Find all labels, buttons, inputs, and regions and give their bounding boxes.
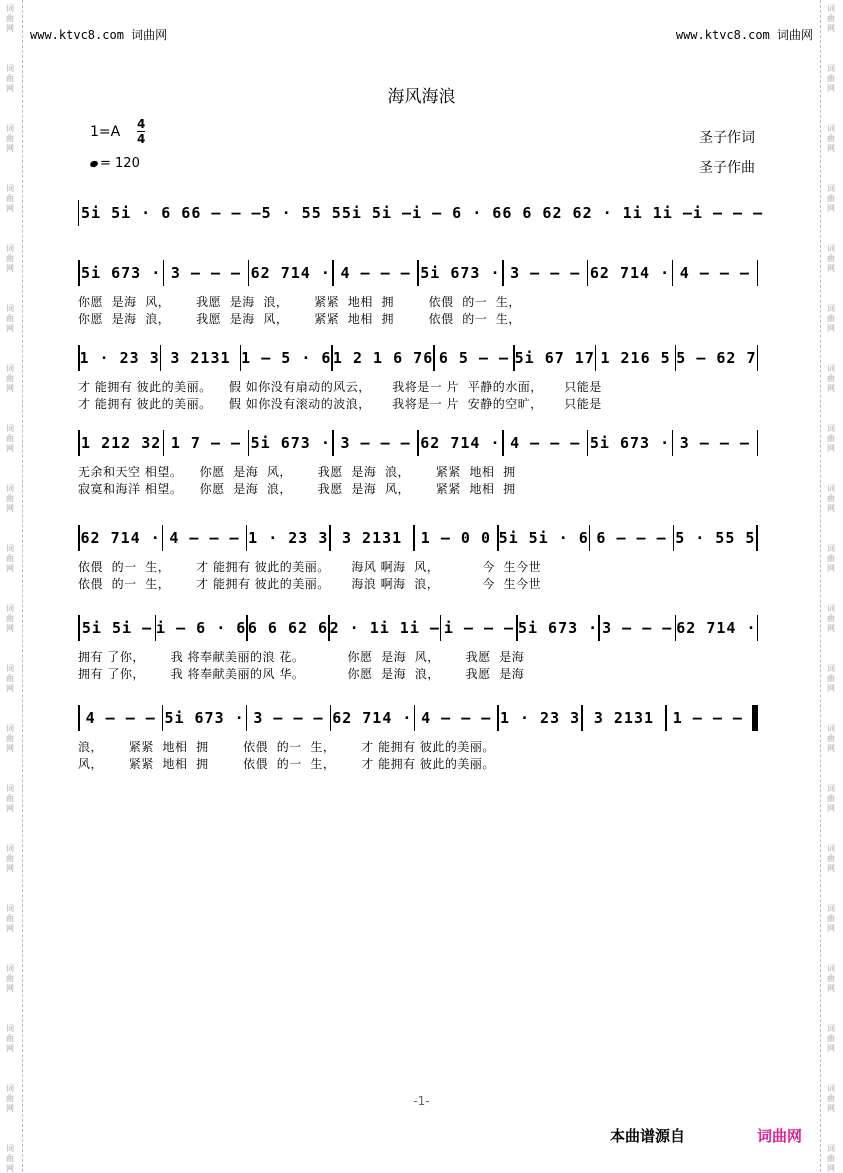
- watermark-char: 曲: [6, 14, 14, 23]
- watermark-char: 曲: [6, 614, 14, 623]
- measure: 5i 673 ·: [164, 709, 245, 727]
- watermark-char: 网: [827, 144, 835, 153]
- watermark-char: 曲: [6, 1034, 14, 1043]
- barline: [757, 615, 759, 641]
- watermark-char: 词: [6, 844, 14, 853]
- watermark-char: 网: [6, 1164, 14, 1173]
- watermark-char: 词: [827, 1024, 835, 1033]
- barline: [756, 525, 758, 551]
- watermark-char: 网: [6, 684, 14, 693]
- watermark-char: 词: [6, 244, 14, 253]
- watermark-char: 词: [6, 1084, 14, 1093]
- measure: 5i 5i —: [341, 204, 413, 222]
- measure: 5i 673 ·: [517, 619, 599, 637]
- lyric-line-verse-2: 依偎 的一 生， 才 能拥有 彼此的美丽。 海浪 啊海 浪， 今 生今世: [78, 577, 542, 591]
- watermark-char: 词: [827, 604, 835, 613]
- watermark-char: 曲: [6, 674, 14, 683]
- watermark-char: 网: [6, 264, 14, 273]
- measure: 62 714 ·: [420, 434, 501, 452]
- watermark-char: 网: [827, 264, 835, 273]
- composer-credit: 圣子作曲: [699, 160, 755, 176]
- watermark-char: 词: [6, 124, 14, 133]
- measure: i — — —: [443, 619, 515, 637]
- lyric-line-verse-1: 浪， 紧紧 地相 拥 依偎 的一 生， 才 能拥有 彼此的美丽。: [78, 740, 495, 754]
- measure: 3 — — —: [510, 264, 581, 282]
- watermark-char: 词: [6, 904, 14, 913]
- measure: 62 714 ·: [676, 619, 757, 637]
- watermark-char: 网: [6, 144, 14, 153]
- watermark-char: 曲: [6, 974, 14, 983]
- watermark-char: 曲: [6, 314, 14, 323]
- watermark-char: 词: [6, 544, 14, 553]
- measure: 1 · 23 3: [499, 709, 581, 727]
- watermark-char: 词: [6, 4, 14, 13]
- watermark-char: 曲: [6, 434, 14, 443]
- watermark-char: 曲: [827, 1154, 835, 1163]
- measure: 4 — — —: [679, 264, 750, 282]
- measure: 5i 5i —: [81, 619, 153, 637]
- watermark-char: 网: [6, 1044, 14, 1053]
- measure: 1 2 1 6 76: [332, 349, 434, 367]
- watermark-char: 网: [6, 504, 14, 513]
- measure: 5 · 55 5: [675, 529, 756, 547]
- watermark-char: 词: [827, 484, 835, 493]
- watermark-char: 网: [6, 384, 14, 393]
- watermark-char: 网: [827, 1044, 835, 1053]
- lyric-line-verse-1: 依偎 的一 生， 才 能拥有 彼此的美丽。 海风 啊海 风， 今 生今世: [78, 560, 542, 574]
- time-sig-top: 4: [137, 117, 146, 131]
- lyric-line-verse-1: 拥有 了你， 我 将奉献美丽的浪 花。 你愿 是海 风， 我愿 是海: [78, 650, 525, 664]
- watermark-char: 网: [827, 864, 835, 873]
- watermark-char: 曲: [827, 674, 835, 683]
- watermark-char: 网: [827, 84, 835, 93]
- measure: 1 — 5 · 6: [241, 349, 332, 367]
- measure: 5i 5i · 6: [498, 529, 589, 547]
- measure: 6 6 62 6: [247, 619, 329, 637]
- watermark-char: 网: [827, 1104, 835, 1113]
- measure: 5i 673 ·: [420, 264, 501, 282]
- measure: i — — —: [692, 204, 764, 222]
- watermark-char: 词: [827, 664, 835, 673]
- watermark-char: 网: [827, 804, 835, 813]
- watermark-char: 曲: [827, 134, 835, 143]
- measure: 3 — — —: [679, 434, 750, 452]
- page-number: -1-: [413, 1094, 430, 1108]
- measure: 2 · 1i 1i —: [329, 619, 440, 637]
- final-barline: [752, 705, 758, 731]
- watermark-char: 词: [6, 664, 14, 673]
- site-url-left[interactable]: www.ktvc8.com 词曲网: [30, 28, 168, 42]
- key-signature: 1=A: [90, 124, 121, 140]
- watermark-char: 曲: [827, 614, 835, 623]
- watermark-char: 词: [827, 904, 835, 913]
- watermark-char: 曲: [6, 554, 14, 563]
- time-signature: [137, 117, 145, 146]
- measure: 5 — 62 7: [676, 349, 757, 367]
- barline: [757, 260, 759, 286]
- watermark-char: 曲: [6, 1154, 14, 1163]
- watermark-char: 曲: [827, 434, 835, 443]
- watermark-char: 网: [6, 804, 14, 813]
- measure: 3 — — —: [602, 619, 673, 637]
- watermark-char: 网: [6, 444, 14, 453]
- lyricist-credit: 圣子作词: [699, 130, 755, 146]
- measure: 62 714 ·: [589, 264, 671, 282]
- measure: 62 714 ·: [250, 264, 331, 282]
- tempo-value: = 120: [100, 156, 140, 171]
- watermark-column-right: [820, 0, 843, 1172]
- watermark-char: 词: [827, 244, 835, 253]
- watermark-char: 曲: [6, 194, 14, 203]
- measure: 62 714 ·: [80, 529, 161, 547]
- watermark-char: 词: [6, 364, 14, 373]
- measure: 4 — — —: [340, 264, 411, 282]
- watermark-char: 网: [6, 744, 14, 753]
- watermark-column-left: [0, 0, 23, 1172]
- watermark-char: 曲: [827, 734, 835, 743]
- source-label: 本曲谱源自: [610, 1127, 686, 1145]
- watermark-char: 词: [827, 184, 835, 193]
- watermark-char: 曲: [6, 74, 14, 83]
- watermark-char: 网: [6, 564, 14, 573]
- watermark-char: 曲: [6, 494, 14, 503]
- watermark-char: 曲: [827, 1094, 835, 1103]
- measure: 1 — 0 0: [420, 529, 492, 547]
- watermark-char: 网: [827, 624, 835, 633]
- watermark-char: 曲: [827, 374, 835, 383]
- measure: 6 — — —: [191, 204, 262, 222]
- watermark-char: 词: [6, 184, 14, 193]
- barline: [757, 345, 759, 371]
- quarter-note-icon: [89, 160, 99, 168]
- watermark-char: 网: [827, 684, 835, 693]
- watermark-char: 曲: [6, 914, 14, 923]
- measure: 3 — — —: [170, 264, 242, 282]
- watermark-char: 词: [6, 724, 14, 733]
- measure: 3 2131: [593, 709, 655, 727]
- watermark-char: 曲: [6, 134, 14, 143]
- measure: 3 — — —: [340, 434, 411, 452]
- watermark-char: 曲: [6, 254, 14, 263]
- watermark-char: 网: [827, 504, 835, 513]
- lyric-line-verse-2: 才 能拥有 彼此的美丽。 假 如你没有滚动的波浪， 我将是一 片 安静的空旷， 只能是: [78, 397, 602, 411]
- measure: 2 · 1i 1i —: [582, 204, 693, 222]
- lyric-line-verse-2: 风， 紧紧 地相 拥 依偎 的一 生， 才 能拥有 彼此的美丽。: [78, 757, 495, 771]
- watermark-char: 曲: [827, 314, 835, 323]
- watermark-char: 词: [827, 364, 835, 373]
- measure: 1 216 5: [600, 349, 671, 367]
- site-url-right[interactable]: www.ktvc8.com 词曲网: [675, 28, 813, 42]
- watermark-char: 词: [827, 544, 835, 553]
- watermark-char: 网: [6, 324, 14, 333]
- watermark-char: 网: [827, 384, 835, 393]
- watermark-char: 词: [827, 304, 835, 313]
- watermark-char: 词: [6, 484, 14, 493]
- watermark-char: 网: [827, 744, 835, 753]
- watermark-char: 词: [6, 64, 14, 73]
- watermark-char: 词: [827, 724, 835, 733]
- watermark-char: 网: [827, 204, 835, 213]
- watermark-char: 曲: [827, 494, 835, 503]
- watermark-char: 曲: [6, 1094, 14, 1103]
- measure: 6 5 — —: [438, 349, 510, 367]
- watermark-char: 网: [827, 984, 835, 993]
- measure: 1 7 — —: [170, 434, 242, 452]
- watermark-char: 曲: [6, 854, 14, 863]
- tempo-marking: [90, 156, 140, 171]
- measure: 3 2131: [170, 349, 231, 367]
- watermark-char: 曲: [827, 74, 835, 83]
- watermark-char: 网: [827, 924, 835, 933]
- measure: 4 — — —: [421, 709, 492, 727]
- measure: 6 6 62 6: [502, 204, 583, 222]
- watermark-char: 曲: [827, 254, 835, 263]
- watermark-char: 网: [6, 84, 14, 93]
- watermark-char: 网: [6, 924, 14, 933]
- watermark-char: 词: [6, 964, 14, 973]
- watermark-char: 词: [827, 964, 835, 973]
- measure: 5i 673 ·: [81, 264, 162, 282]
- watermark-char: 曲: [827, 554, 835, 563]
- watermark-char: 曲: [6, 734, 14, 743]
- watermark-char: 曲: [827, 14, 835, 23]
- watermark-char: 词: [6, 1144, 14, 1153]
- measure: 6 — — —: [596, 529, 667, 547]
- watermark-char: 曲: [827, 194, 835, 203]
- measure: 1 — — —: [672, 709, 743, 727]
- time-sig-bottom: 4: [137, 132, 146, 146]
- watermark-char: 网: [6, 984, 14, 993]
- measure: 62 714 ·: [332, 709, 413, 727]
- watermark-char: 曲: [827, 1034, 835, 1043]
- measure: 4 — — —: [85, 709, 156, 727]
- watermark-char: 词: [827, 844, 835, 853]
- watermark-char: 网: [827, 324, 835, 333]
- measure: 5 · 55 5: [261, 204, 342, 222]
- watermark-char: 网: [827, 24, 835, 33]
- watermark-char: 网: [827, 1164, 835, 1173]
- measure: 5i 5i · 6 6: [81, 204, 192, 222]
- lyric-line-verse-2: 你愿 是海 浪， 我愿 是海 风， 紧紧 地相 拥 依偎 的一 生，: [78, 312, 521, 326]
- measure: 4 — — —: [510, 434, 581, 452]
- repeat-start-barline: [78, 200, 79, 226]
- measure: 1 212 32: [81, 434, 162, 452]
- watermark-char: 曲: [6, 374, 14, 383]
- measure: i — 6 · 6: [156, 619, 247, 637]
- song-title: 海风海浪: [387, 87, 456, 107]
- music-system: [78, 200, 764, 240]
- watermark-char: 词: [827, 1084, 835, 1093]
- measure: 5i 673 ·: [250, 434, 331, 452]
- watermark-char: 词: [6, 604, 14, 613]
- measure: 1 · 23 3: [248, 529, 329, 547]
- watermark-char: 曲: [827, 854, 835, 863]
- lyric-line-verse-1: 无余和天空 相望。 你愿 是海 风， 我愿 是海 浪， 紧紧 地相 拥: [78, 465, 516, 479]
- source-site-link[interactable]: 词曲网: [757, 1127, 803, 1145]
- lyric-line-verse-2: 寂寞和海洋 相望。 你愿 是海 浪， 我愿 是海 风， 紧紧 地相 拥: [78, 482, 516, 496]
- watermark-char: 网: [6, 24, 14, 33]
- measure: 1 · 23 3: [79, 349, 160, 367]
- measure: 5i 673 ·: [589, 434, 671, 452]
- watermark-char: 词: [827, 4, 835, 13]
- watermark-char: 网: [827, 444, 835, 453]
- watermark-char: 曲: [827, 914, 835, 923]
- watermark-char: 词: [6, 784, 14, 793]
- measure: 3 — — —: [253, 709, 324, 727]
- watermark-char: 词: [827, 64, 835, 73]
- watermark-char: 词: [827, 124, 835, 133]
- watermark-char: 网: [6, 1104, 14, 1113]
- watermark-char: 曲: [827, 974, 835, 983]
- watermark-char: 词: [6, 424, 14, 433]
- watermark-char: 网: [6, 864, 14, 873]
- watermark-char: 词: [6, 1024, 14, 1033]
- watermark-char: 曲: [6, 794, 14, 803]
- watermark-char: 词: [827, 1144, 835, 1153]
- lyric-line-verse-1: 你愿 是海 风， 我愿 是海 浪， 紧紧 地相 拥 依偎 的一 生，: [78, 295, 521, 309]
- watermark-char: 曲: [827, 794, 835, 803]
- measure: 3 2131: [342, 529, 403, 547]
- lyric-line-verse-1: 才 能拥有 彼此的美丽。 假 如你没有扇动的风云， 我将是一 片 平静的水面， 只能是: [78, 380, 602, 394]
- watermark-char: 词: [827, 784, 835, 793]
- watermark-char: 词: [6, 304, 14, 313]
- barline: [757, 430, 759, 456]
- measure: 4 — — —: [169, 529, 240, 547]
- watermark-char: 网: [6, 624, 14, 633]
- watermark-char: 词: [827, 424, 835, 433]
- watermark-char: 网: [6, 204, 14, 213]
- measure: 5i 67 17: [514, 349, 595, 367]
- lyric-line-verse-2: 拥有 了你， 我 将奉献美丽的风 华。 你愿 是海 浪， 我愿 是海: [78, 667, 525, 681]
- measure: i — 6 · 6: [412, 204, 503, 222]
- watermark-char: 网: [827, 564, 835, 573]
